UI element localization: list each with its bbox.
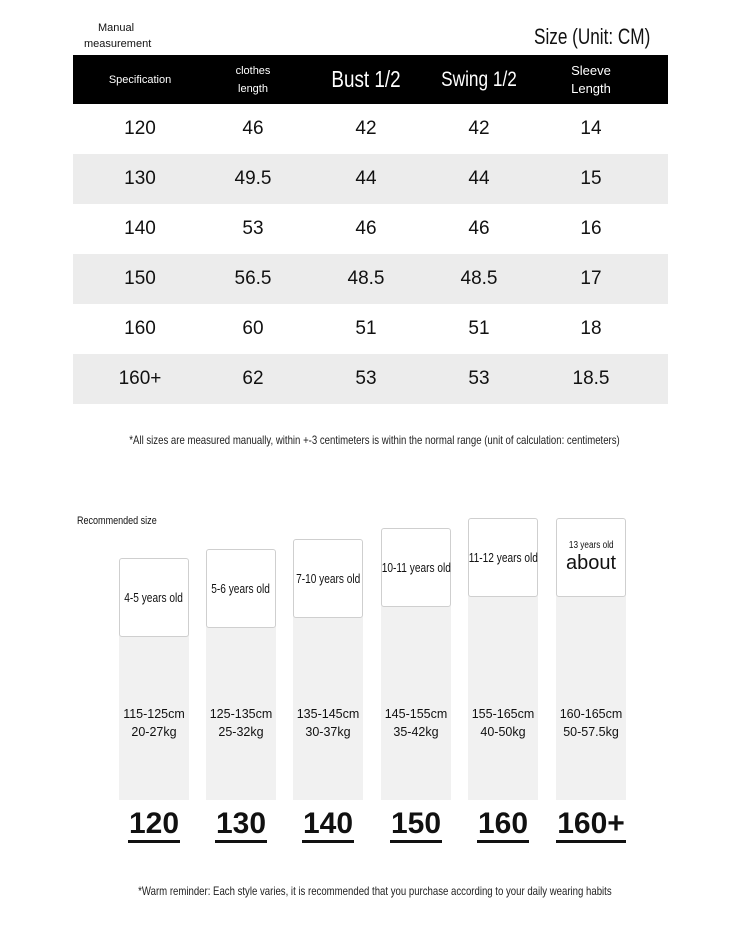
table-cell: 42 bbox=[468, 118, 490, 139]
size-number: 160+ bbox=[536, 804, 646, 844]
header-sleeve-length: Sleeve Length bbox=[571, 62, 611, 96]
size-number: 160 bbox=[448, 804, 558, 844]
table-row bbox=[73, 204, 668, 254]
table-row bbox=[73, 104, 668, 154]
table-body bbox=[73, 104, 668, 404]
table-cell: 46 bbox=[242, 118, 264, 139]
table-row bbox=[73, 354, 668, 404]
age-qualifier: about bbox=[565, 552, 617, 574]
header-swing: Swing 1/2 bbox=[441, 67, 517, 91]
size-table bbox=[73, 55, 668, 404]
height-range: 155-165cm bbox=[471, 707, 535, 721]
age-range: 11-12 years old bbox=[468, 550, 538, 565]
height-weight bbox=[458, 705, 548, 741]
size-number: 130 bbox=[186, 804, 296, 844]
height-range: 135-145cm bbox=[296, 707, 360, 721]
table-cell: 62 bbox=[242, 368, 264, 389]
age-box bbox=[468, 518, 538, 597]
table-cell: 51 bbox=[468, 318, 490, 339]
height-range: 160-165cm bbox=[559, 707, 623, 721]
table-cell: 18 bbox=[580, 318, 602, 339]
table-cell: 140 bbox=[124, 218, 156, 239]
table-cell: 120 bbox=[124, 118, 156, 139]
table-cell: 46 bbox=[468, 218, 490, 239]
measurement-note: *All sizes are measured manually, within +-3 centimeters is within the normal range (unit of calculation: centimeters) bbox=[129, 433, 621, 447]
table-cell: 56.5 bbox=[234, 268, 272, 289]
size-unit-title: Size (Unit: CM) bbox=[534, 24, 651, 49]
age-range: 7-10 years old bbox=[295, 571, 361, 586]
height-range: 115-125cm bbox=[123, 707, 185, 721]
age-box bbox=[293, 539, 363, 618]
table-cell: 15 bbox=[580, 168, 602, 189]
table-cell: 42 bbox=[355, 118, 377, 139]
table-header bbox=[73, 55, 668, 104]
age-range: 5-6 years old bbox=[211, 581, 271, 596]
size-number: 120 bbox=[99, 804, 209, 844]
table-row bbox=[73, 304, 668, 354]
weight-range: 35-42kg bbox=[393, 725, 439, 739]
table-cell: 44 bbox=[468, 168, 490, 189]
age-box bbox=[119, 558, 189, 637]
recommended-size-label: Recommended size bbox=[77, 515, 157, 527]
size-number: 150 bbox=[361, 804, 471, 844]
height-range: 125-135cm bbox=[209, 707, 273, 721]
table-cell: 53 bbox=[242, 218, 264, 239]
header-specification: Specification bbox=[108, 73, 172, 86]
height-weight bbox=[371, 705, 461, 741]
table-cell: 49.5 bbox=[234, 168, 272, 189]
table-cell: 17 bbox=[580, 268, 602, 289]
table-cell: 53 bbox=[468, 368, 490, 389]
table-cell: 51 bbox=[355, 318, 377, 339]
size-number: 140 bbox=[273, 804, 383, 844]
table-cell: 48.5 bbox=[460, 268, 498, 289]
table-row bbox=[73, 254, 668, 304]
table-cell: 160+ bbox=[118, 368, 162, 389]
header-clothes-length: clothes length bbox=[235, 64, 271, 95]
table-row bbox=[73, 154, 668, 204]
age-range: 10-11 years old bbox=[381, 560, 451, 575]
table-cell: 53 bbox=[355, 368, 377, 389]
table-cell: 150 bbox=[124, 268, 156, 289]
height-weight bbox=[546, 705, 636, 741]
age-box bbox=[381, 528, 451, 607]
weight-range: 20-27kg bbox=[131, 725, 177, 739]
age-range: 4-5 years old bbox=[124, 590, 184, 605]
warm-reminder: *Warm reminder: Each style varies, it is recommended that you purchase according to your daily wearing habits bbox=[138, 884, 612, 898]
table-cell: 60 bbox=[242, 318, 264, 339]
weight-range: 25-32kg bbox=[218, 725, 264, 739]
table-cell: 160 bbox=[124, 318, 156, 339]
table-cell: 18.5 bbox=[572, 368, 610, 389]
manual-measurement-label: Manual measurement bbox=[84, 22, 152, 50]
table-cell: 44 bbox=[355, 168, 377, 189]
height-range: 145-155cm bbox=[384, 707, 448, 721]
header-bust: Bust 1/2 bbox=[331, 66, 401, 92]
weight-range: 50-57.5kg bbox=[563, 725, 619, 739]
age-box bbox=[556, 518, 626, 597]
age-box bbox=[206, 549, 276, 628]
table-cell: 14 bbox=[580, 118, 602, 139]
weight-range: 40-50kg bbox=[480, 725, 526, 739]
table-cell: 130 bbox=[124, 168, 156, 189]
table-cell: 48.5 bbox=[347, 268, 385, 289]
table-cell: 46 bbox=[355, 218, 377, 239]
height-weight bbox=[109, 705, 199, 741]
height-weight bbox=[196, 705, 286, 741]
weight-range: 30-37kg bbox=[305, 725, 351, 739]
height-weight bbox=[283, 705, 373, 741]
age-range: 13 years old bbox=[568, 540, 614, 551]
table-cell: 16 bbox=[580, 218, 602, 239]
